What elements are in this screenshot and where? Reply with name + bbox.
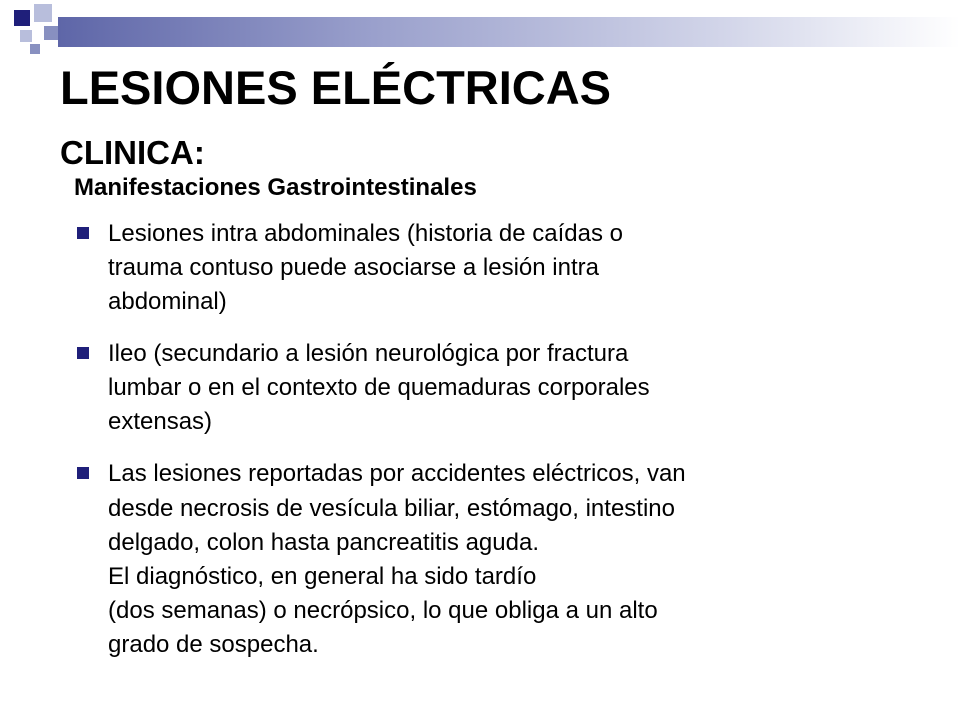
decor-square-icon <box>20 30 32 42</box>
bullet-item <box>74 457 894 661</box>
slide-subtitle: CLINICA: <box>60 134 205 171</box>
bullet-text-line: El diagnóstico, en general ha sido tardío <box>108 562 537 590</box>
header-gradient-bar <box>58 17 960 47</box>
section-heading: Manifestaciones Gastrointestinales <box>74 174 477 201</box>
bullet-text-line: desde necrosis de vesícula biliar, estómago, intestino <box>108 494 675 522</box>
bullet-text-line: trauma contuso puede asociarse a lesión intra <box>108 254 599 282</box>
decor-square-icon <box>34 4 52 22</box>
decor-square-icon <box>44 26 58 40</box>
bullet-text-line: Lesiones intra abdominales (historia de caídas o <box>108 220 623 247</box>
bullet-text-line: delgado, colon hasta pancreatitis aguda. <box>108 528 539 556</box>
decor-square-icon <box>30 44 40 54</box>
bullet-item <box>74 337 894 439</box>
bullet-list <box>74 217 894 680</box>
bullet-text-line: abdominal) <box>108 288 227 316</box>
square-bullet-icon <box>77 467 89 479</box>
square-bullet-icon <box>77 347 89 359</box>
bullet-text-line: grado de sospecha. <box>108 630 319 658</box>
bullet-text-line: lumbar o en el contexto de quemaduras corporales <box>108 374 650 402</box>
slide-title: LESIONES ELÉCTRICAS <box>60 61 612 114</box>
decor-square-icon <box>14 10 30 26</box>
bullet-text-line: Ileo (secundario a lesión neurológica por fractura <box>108 340 629 368</box>
bullet-text-line: (dos semanas) o necrópsico, lo que obliga a un alto <box>108 596 658 624</box>
bullet-text-line: extensas) <box>108 408 213 436</box>
bullet-item <box>74 217 894 319</box>
bullet-text-line: Las lesiones reportadas por accidentes eléctricos, van <box>108 460 686 488</box>
square-bullet-icon <box>77 227 89 239</box>
